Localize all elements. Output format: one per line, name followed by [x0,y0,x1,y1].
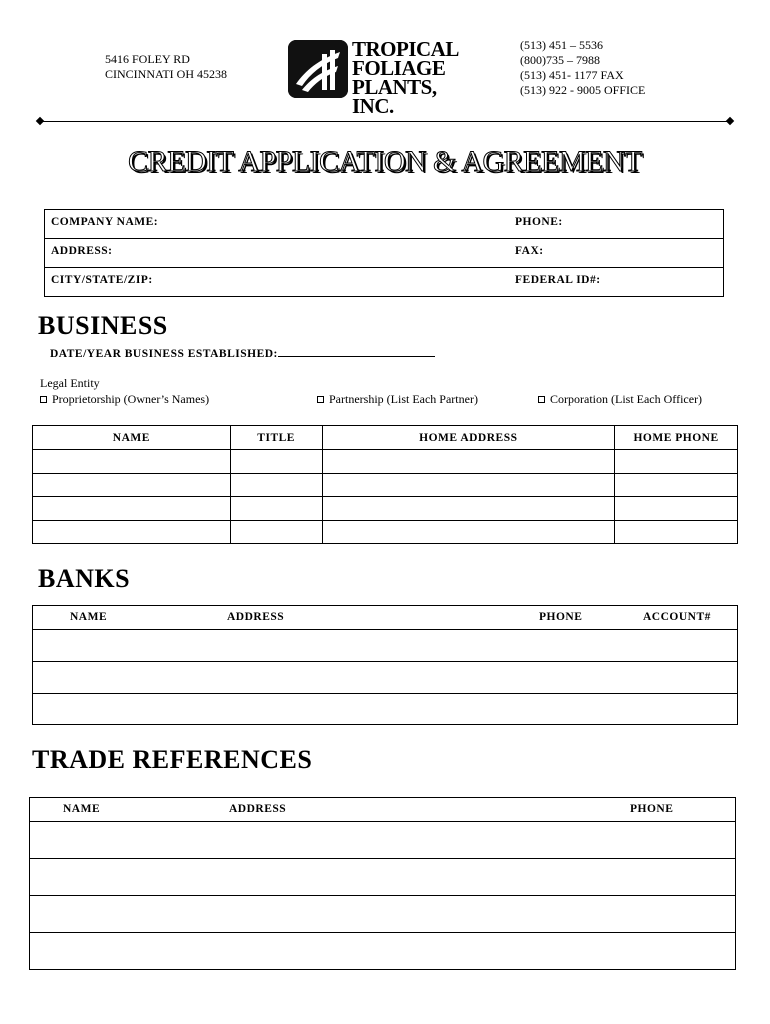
company-info-row[interactable] [45,239,723,268]
table-header-row [33,606,737,630]
table-row[interactable] [33,630,737,662]
table-row [33,497,738,521]
banks-table [32,605,738,725]
table-cell[interactable] [230,497,322,521]
option-corporation[interactable] [538,392,702,407]
col-header-account: ACCOUNT# [643,611,711,623]
phone-line-3: (513) 451- 1177 FAX [520,68,624,82]
company-name-label: COMPANY NAME: [51,216,159,228]
table-cell[interactable] [33,450,231,474]
legal-entity-label: Legal Entity [40,376,100,390]
divider-diamond-left-icon [36,117,44,125]
col-header-address: ADDRESS [229,803,287,815]
logo-line-2: FOLIAGE [352,56,446,80]
federal-id-label: FEDERAL ID#: [515,274,601,286]
leaf-logo-icon [288,40,348,98]
table-row [33,473,738,497]
col-header-name: NAME [70,611,108,623]
logo-line-1: TROPICAL [352,37,459,61]
table-cell[interactable] [615,450,738,474]
table-row [33,520,738,544]
table-cell[interactable] [615,520,738,544]
table-cell[interactable] [322,473,615,497]
header-divider [40,121,730,122]
phone-line-1: (513) 451 – 5536 [520,38,603,52]
phone-label: PHONE: [515,216,563,228]
table-cell[interactable] [230,473,322,497]
table-cell[interactable] [322,497,615,521]
address-line-2: CINCINNATI OH 45238 [105,67,227,81]
option-label: Corporation (List Each Officer) [550,392,703,406]
col-header-home-address: HOME ADDRESS [322,426,615,450]
page-title: CREDIT APPLICATION & AGREEMENT [128,145,642,178]
table-cell[interactable] [33,473,231,497]
business-heading: BUSINESS [38,311,168,340]
table-cell[interactable] [33,497,231,521]
col-header-home-phone: HOME PHONE [615,426,738,450]
company-info-row[interactable] [45,268,723,297]
company-address [105,52,227,82]
address-line-1: 5416 FOLEY RD [105,52,190,66]
table-cell[interactable] [33,520,231,544]
table-row [33,450,738,474]
table-row[interactable] [33,694,737,724]
table-cell[interactable] [322,450,615,474]
banks-heading: BANKS [38,564,131,593]
checkbox-icon[interactable] [317,396,324,403]
company-logo [288,37,472,118]
col-header-name: NAME [63,803,101,815]
city-state-zip-label: CITY/STATE/ZIP: [51,274,153,286]
table-cell[interactable] [230,450,322,474]
table-cell[interactable] [615,473,738,497]
company-info-row[interactable] [45,210,723,239]
owners-table [32,425,738,544]
col-header-address: ADDRESS [227,611,285,623]
table-cell[interactable] [230,520,322,544]
phone-line-2: (800)735 – 7988 [520,53,600,67]
table-cell[interactable] [615,497,738,521]
option-label: Partnership (List Each Partner) [329,392,478,406]
logo-line-3: PLANTS, INC. [352,75,437,118]
table-cell[interactable] [322,520,615,544]
table-row[interactable] [30,822,735,859]
date-established-label: DATE/YEAR BUSINESS ESTABLISHED: [50,348,278,360]
table-header-row [30,798,735,822]
col-header-phone: PHONE [539,611,583,623]
trade-references-heading: TRADE REFERENCES [32,745,313,774]
table-row[interactable] [30,933,735,969]
option-label: Proprietorship (Owner’s Names) [52,392,210,406]
table-row[interactable] [30,896,735,933]
divider-diamond-right-icon [726,117,734,125]
checkbox-icon[interactable] [538,396,545,403]
company-phones [520,38,645,98]
option-proprietorship[interactable] [40,392,209,407]
option-partnership[interactable] [317,392,478,407]
logo-wordmark [352,37,472,118]
checkbox-icon[interactable] [40,396,47,403]
date-established-line[interactable] [278,347,435,357]
address-label: ADDRESS: [51,245,113,257]
date-established-field[interactable] [50,347,435,360]
table-row[interactable] [33,662,737,694]
col-header-name: NAME [33,426,231,450]
table-row[interactable] [30,859,735,896]
fax-label: FAX: [515,245,544,257]
col-header-phone: PHONE [630,803,674,815]
trade-references-table [29,797,736,970]
col-header-title: TITLE [230,426,322,450]
phone-line-4: (513) 922 - 9005 OFFICE [520,83,646,97]
table-header-row [33,426,738,450]
company-info-box [44,209,724,297]
